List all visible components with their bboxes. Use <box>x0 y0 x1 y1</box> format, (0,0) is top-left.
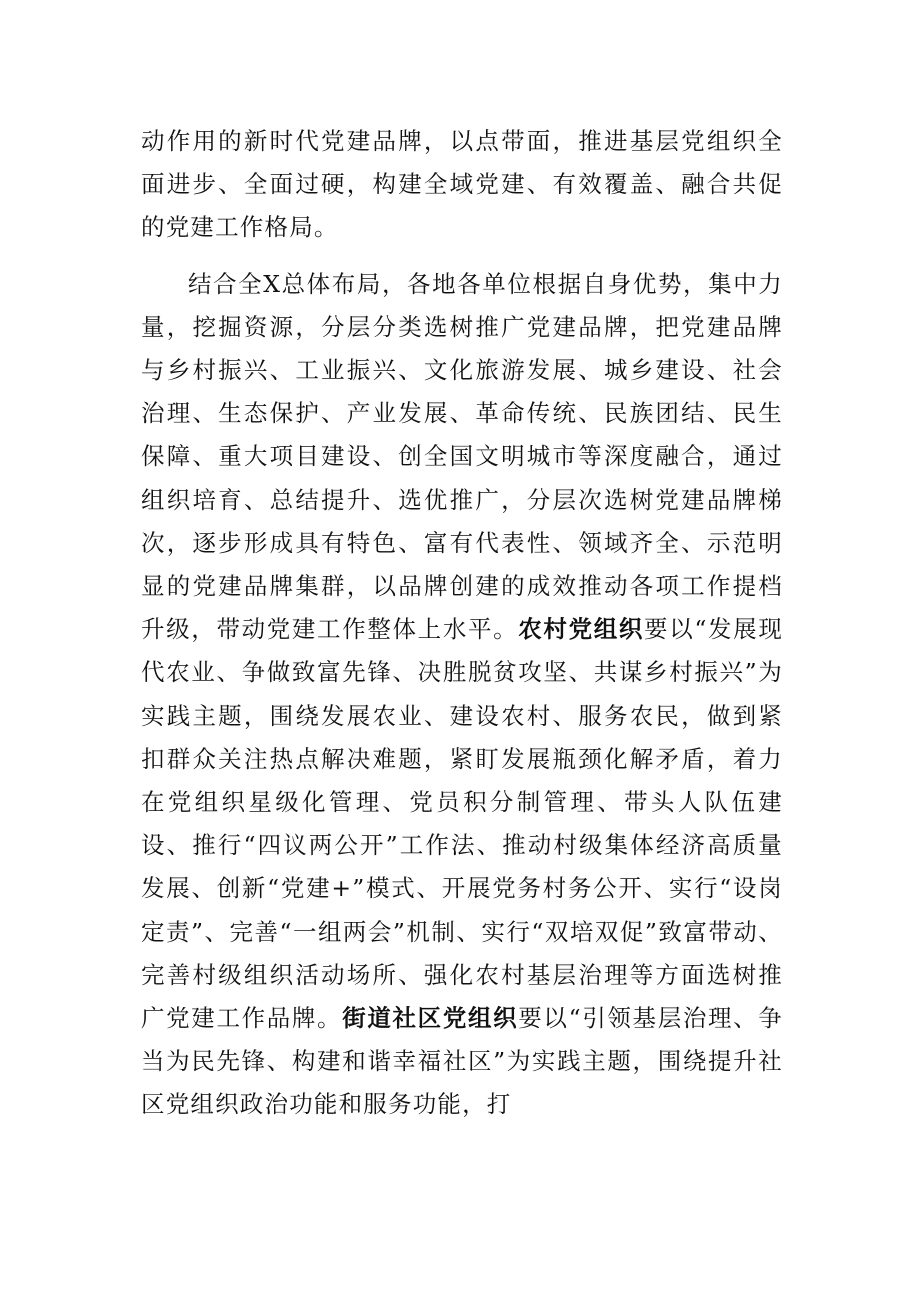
paragraph-text-community: 要以“引领基层治理、争当为民先锋、构建和谐幸福社区”为实践主题，围绕提升社区党组织政治功能和服务功能，打 <box>141 1004 784 1119</box>
paragraph-party-brand-building <box>141 263 783 1127</box>
paragraph-text-rural: 要以“发展现代农业、争做致富先锋、决胜脱贫攻坚、共谋乡村振兴”为实践主题，围绕发展农业、建设农村、服务农民，做到紧扣群众关注热点解决难题，紧盯发展瓶颈化解矛盾，着力在党组织星级化管理、党员积分制管理、带头人队伍建设、推行“四议两公开”工作法、推动村级集体经济高质量发展、创新“党建+”模式、开展党务村务公开、实行“设岗定责”、完善“一组两会”机制、实行“双培双促”致富带动、完善村级组织活动场所、强化农村基层治理等方面选树推广党建工作品牌。 <box>141 615 784 1033</box>
document-body <box>141 120 783 1127</box>
paragraph-continuation: 动作用的新时代党建品牌，以点带面，推进基层党组织全面进步、全面过硬，构建全域党建、有效覆盖、融合共促的党建工作格局。 <box>141 127 783 242</box>
paragraph-text-intro: 结合全X总体布局，各地各单位根据自身优势，集中力量，挖掘资源，分层分类选树推广党建品牌，把党建品牌与乡村振兴、工业振兴、文化旅游发展、城乡建设、社会治理、生态保护、产业发展、革命传统、民族团结、民生保障、重大项目建设、创全国文明城市等深度融合，通过组织培育、总结提升、选优推广，分层次选树党建品牌梯次，逐步形成具有特色、富有代表性、领域齐全、示范明显的党建品牌集群，以品牌创建的成效推动各项工作提档升级，带动党建工作整体上水平。 <box>141 269 783 644</box>
heading-rural-party-organization: 农村党组织 <box>518 615 645 644</box>
heading-street-community-party-organization: 街道社区党组织 <box>342 1004 519 1033</box>
